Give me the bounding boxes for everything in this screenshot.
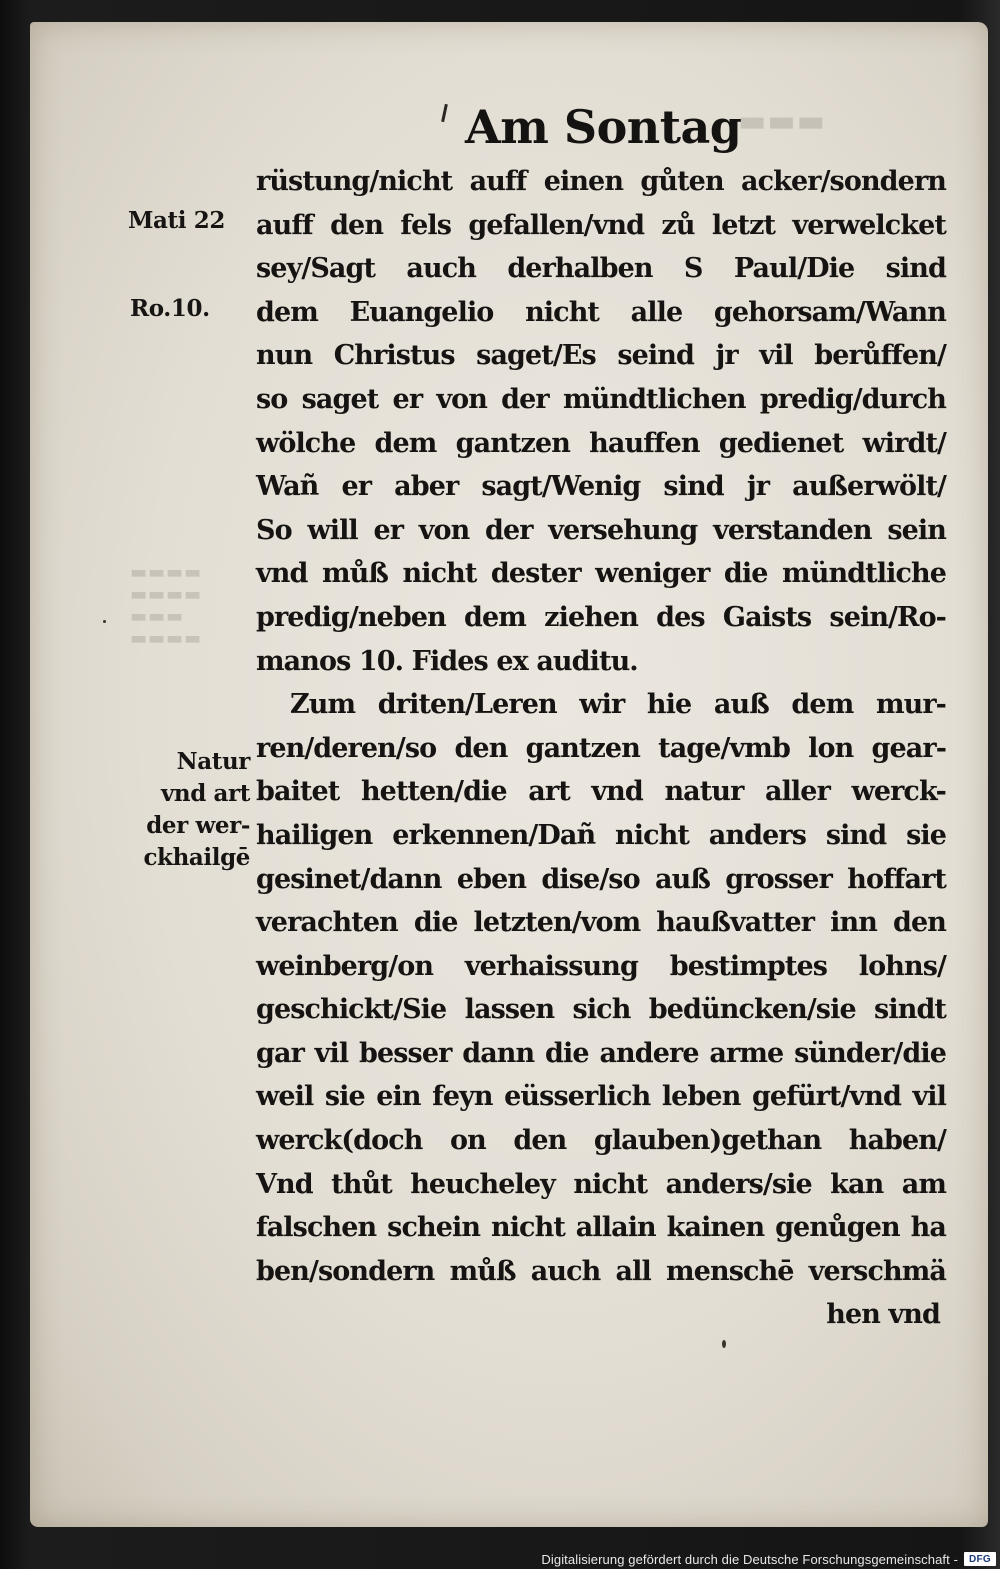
- text-line: Vnd thůt heucheley nicht anders/sie kan am: [256, 1168, 946, 1200]
- text-line: wölche dem gantzen hauffen gedienet wirdt/: [256, 427, 946, 459]
- catchword: hen vnd: [826, 1299, 940, 1331]
- text-line: predig/neben dem ziehen des Gaists sein/Ro-: [256, 601, 946, 633]
- margin-reference-ro: Ro.10.: [130, 295, 210, 322]
- ink-speck: [722, 1340, 726, 1348]
- running-head: Am Sontag: [465, 100, 742, 154]
- text-line: Wañ er aber sagt/Wenig sind jr außerwölt/: [256, 471, 946, 503]
- margin-note-line: vnd art: [160, 780, 250, 807]
- text-line: geschickt/Sie lassen sich bedüncken/sie sindt: [256, 994, 946, 1026]
- text-line: ren/deren/so den gantzen tage/vmb lon gear-: [256, 732, 946, 764]
- text-line: werck(doch on den glauben)gethan haben/: [256, 1125, 946, 1157]
- bleed-through-mark: ▬▬▬: [738, 104, 827, 139]
- text-line: dem Euangelio nicht alle gehorsam/Wann: [256, 296, 946, 328]
- text-line: weil sie ein feyn eüsserlich leben gefürt/vnd vil: [256, 1081, 946, 1113]
- text-line: Zum driten/Leren wir hie auß dem mur-: [290, 689, 946, 721]
- text-line: weinberg/on verhaissung bestimptes lohns/: [256, 950, 946, 982]
- body-text: [256, 160, 946, 1337]
- digitization-credit: Digitalisierung gefördert durch die Deutsche Forschungsgemeinschaft -: [541, 1552, 958, 1567]
- text-line: So will er von der versehung verstanden sein: [256, 514, 946, 546]
- text-line: vnd můß nicht dester weniger die mündtliche: [256, 558, 946, 590]
- text-line: nun Christus saget/Es seind jr vil berůffen/: [256, 340, 946, 372]
- text-line: gesinet/dann eben dise/so auß grosser hoffart: [256, 863, 946, 895]
- book-page: [30, 22, 988, 1527]
- text-line: verachten die letzten/vom haußvatter inn den: [256, 907, 946, 939]
- margin-note-line: der wer-: [146, 812, 250, 839]
- printer-mark: [441, 104, 448, 122]
- text-line: falschen schein nicht allain kainen genůgen ha: [256, 1212, 946, 1244]
- text-line: ben/sondern můß auch all menschē verschmä: [256, 1255, 946, 1287]
- margin-reference-mati: Mati 22: [128, 207, 225, 234]
- text-line: auff den fels gefallen/vnd zů letzt verwelcket: [256, 209, 946, 241]
- text-line: baitet hetten/die art vnd natur aller werck-: [256, 776, 946, 808]
- text-line: so saget er von der mündtlichen predig/durch: [256, 383, 946, 415]
- margin-note-line: ckhailgē: [143, 844, 250, 871]
- margin-note-natur: [128, 746, 250, 874]
- text-line: hailigen erkennen/Dañ nicht anders sind sie: [256, 819, 946, 851]
- text-line: sey/Sagt auch derhalben S Paul/Die sind: [256, 253, 946, 285]
- text-line: gar vil besser dann die andere arme sünder/die: [256, 1037, 946, 1069]
- dfg-logo: DFG: [964, 1552, 996, 1566]
- text-line: rüstung/nicht auff einen gůten acker/sondern: [256, 166, 946, 197]
- text-line: manos 10. Fides ex auditu.: [256, 645, 638, 677]
- margin-note-line: Natur: [176, 748, 250, 775]
- bleed-through-mark: ▬▬▬▬ ▬▬▬▬ ▬▬▬ ▬▬▬▬: [130, 562, 203, 649]
- ink-speck: [103, 620, 106, 623]
